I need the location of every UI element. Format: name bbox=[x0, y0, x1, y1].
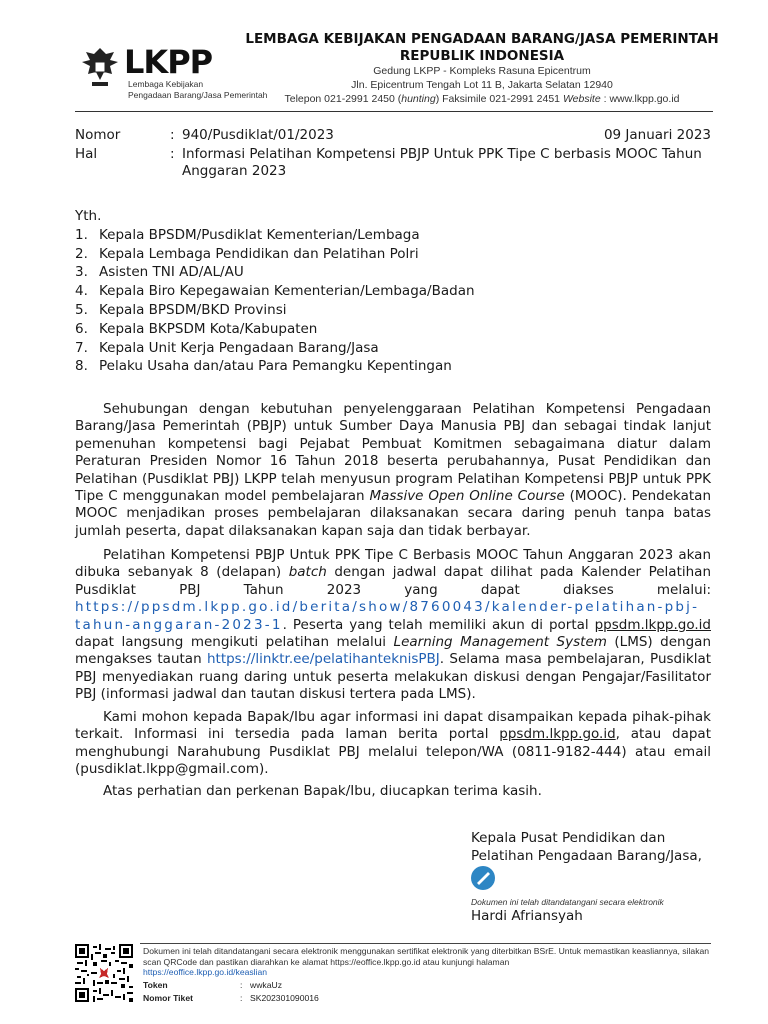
institution-title: LEMBAGA KEBIJAKAN PENGADAAN BARANG/JASA PEMERINTAH REPUBLIK INDONESIA bbox=[245, 31, 719, 64]
nomor-value: 940/Pusdiklat/01/2023 bbox=[182, 127, 334, 143]
addressee-block bbox=[75, 207, 475, 376]
list-item: 6. Kepala BKPSDM Kota/Kabupaten bbox=[75, 320, 318, 337]
ticket-value: SK202301090016 bbox=[250, 993, 319, 1003]
list-item: 2. Kepala Lembaga Pendidikan dan Pelatihan Polri bbox=[75, 245, 419, 262]
body-paragraph-1: Sehubungan dengan kebutuhan penyelenggaraan Pelatihan Kompetensi Pengadaan Barang/Jasa Pemerintah (PBJP) untuk Sumber Daya Manusia PBJ dan sebagai tindak lanjut pemenuhan kompetensi bagi Pejabat Pembuat Komitmen sebagaimana diatur dalam Peraturan Presiden Nomor 16 Tahun 2018 beserta perubahannya, Pusat Pendidikan dan Pelatihan (Pusdiklat PBJ) LKPP telah menyusun program Pelatihan Kompetensi PBJP untuk PPK Tipe C menggunakan model pembelajaran Massive Open Online Course (MOOC). Pendekatan MOOC menjadikan proses pembelajaran dilaksanakan secara daring penuh tanpa batas jumlah peserta, dapat dilaksanakan kapan saja dan tidak berbayar. bbox=[75, 401, 712, 539]
linktree-link[interactable]: https://linktr.ee/pelatihanteknisPBJ bbox=[206, 651, 440, 668]
hal-label: Hal bbox=[75, 146, 98, 162]
portal-link[interactable]: ppsdm.lkpp.go.id bbox=[499, 726, 616, 743]
list-item: 1. Kepala BPSDM/Pusdiklat Kementerian/Lembaga bbox=[75, 226, 420, 243]
footer-divider bbox=[140, 943, 711, 944]
body-paragraph-4: Atas perhatian dan perkenan Bapak/Ibu, diucapkan terima kasih. bbox=[103, 783, 542, 799]
addressee-list bbox=[75, 226, 475, 376]
institution-address: Gedung LKPP - Kompleks Rasuna Epicentrum Jln. Epicentrum Tengah Lot 11 B, Jakarta Selatan 12940 Telepon 021-2991 2450 (hunting) Faksimile 021-2991 2451 Website : www.lkpp.go.id bbox=[284, 65, 680, 105]
token-label: Token bbox=[143, 980, 168, 990]
logo-text: LKPP bbox=[124, 43, 213, 81]
list-item: 7. Kepala Unit Kerja Pengadaan Barang/Jasa bbox=[75, 339, 379, 356]
logo-subtitle: Lembaga Kebijakan Pengadaan Barang/Jasa Pemerintah bbox=[128, 79, 268, 100]
nomor-label: Nomor bbox=[75, 127, 121, 143]
signatory-name: Hardi Afriansyah bbox=[471, 908, 583, 924]
hal-colon: : bbox=[170, 146, 175, 162]
token-colon: : bbox=[240, 980, 243, 990]
signature-note: Dokumen ini telah ditandatangani secara elektronik bbox=[471, 897, 664, 907]
hal-value: Informasi Pelatihan Kompetensi PBJP Untuk PPK Tipe C berbasis MOOC Tahun Anggaran 2023 bbox=[182, 146, 702, 179]
list-item: 3. Asisten TNI AD/AL/AU bbox=[75, 264, 244, 281]
verification-link[interactable]: https://eoffice.lkpp.go.id/keaslian bbox=[143, 967, 268, 978]
body-paragraph-3: Kami mohon kepada Bapak/Ibu agar informasi ini dapat disampaikan kepada pihak-pihak terkait. Informasi ini tersedia pada laman berita portal ppsdm.lkpp.go.id, atau dapat menghubungi Narahubung Pusdiklat PBJ melalui telepon/WA (0811-9182-444) atau email (pusdiklat.lkpp@gmail.com). bbox=[75, 709, 711, 778]
body-paragraph-2: Pelatihan Kompetensi PBJP Untuk PPK Tipe C Berbasis MOOC Tahun Anggaran 2023 akan dibuka sebanyak 8 (delapan) batch dengan jadwal dapat dilihat pada Kalender Pelatihan Pusdiklat PBJ Tahun 2023 yang dapat diakses melalui: https://ppsdm.lkpp.go.id/berita/show/8760043/kalender-pelatihan-pbj-tahun-anggaran-2023-1. Peserta yang telah memiliki akun di portal ppsdm.lkpp.go.id dapat langsung mengikuti pelatihan melalui Learning Management System (LMS) dengan mengakses tautan https://linktr.ee/pelatihanteknisPBJ. Selama masa pembelajaran, Pusdiklat PBJ menyediakan ruang daring untuk peserta melakukan diskusi dengan Pengajar/Fasilitator PBJ (informasi jadwal dan tautan diskusi tertera pada LMS). bbox=[75, 547, 712, 703]
nomor-colon: : bbox=[170, 127, 175, 143]
token-value: wwkaUz bbox=[250, 980, 282, 990]
letter-date: 09 Januari 2023 bbox=[603, 127, 711, 143]
list-item: 4. Kepala Biro Kepegawaian Kementerian/Lembaga/Badan bbox=[75, 283, 475, 300]
qr-code-icon[interactable] bbox=[75, 944, 133, 1002]
footer-disclaimer: Dokumen ini telah ditandatangani secara elektronik menggunakan sertifikat elektronik yang diterbitkan BSrE. Untuk memastikan keasliannya, silakan scan QRCode dan pastikan diarahkan ke alamat https://eoffice.lkpp.go.id atau kunjungi halaman https://eoffice.lkpp.go.id/keaslian bbox=[143, 946, 713, 978]
e-signature-icon bbox=[471, 866, 495, 890]
ticket-label: Nomor Tiket bbox=[143, 993, 193, 1003]
signature-title: Kepala Pusat Pendidikan dan Pelatihan Pengadaan Barang/Jasa, bbox=[471, 830, 702, 864]
portal-link[interactable]: ppsdm.lkpp.go.id bbox=[594, 616, 711, 633]
letterhead-divider bbox=[75, 111, 713, 112]
list-item: 8. Pelaku Usaha dan/atau Para Pemangku Kepentingan bbox=[75, 358, 452, 375]
greeting: Yth. bbox=[75, 208, 102, 224]
ticket-colon: : bbox=[240, 993, 243, 1003]
calendar-link[interactable]: https://ppsdm.lkpp.go.id/berita/show/8760043/kalender-pelatihan-pbj-tahun-anggaran-2023-1 bbox=[75, 599, 700, 633]
garuda-emblem-icon bbox=[80, 44, 120, 92]
list-item: 5. Kepala BPSDM/BKD Provinsi bbox=[75, 301, 287, 318]
